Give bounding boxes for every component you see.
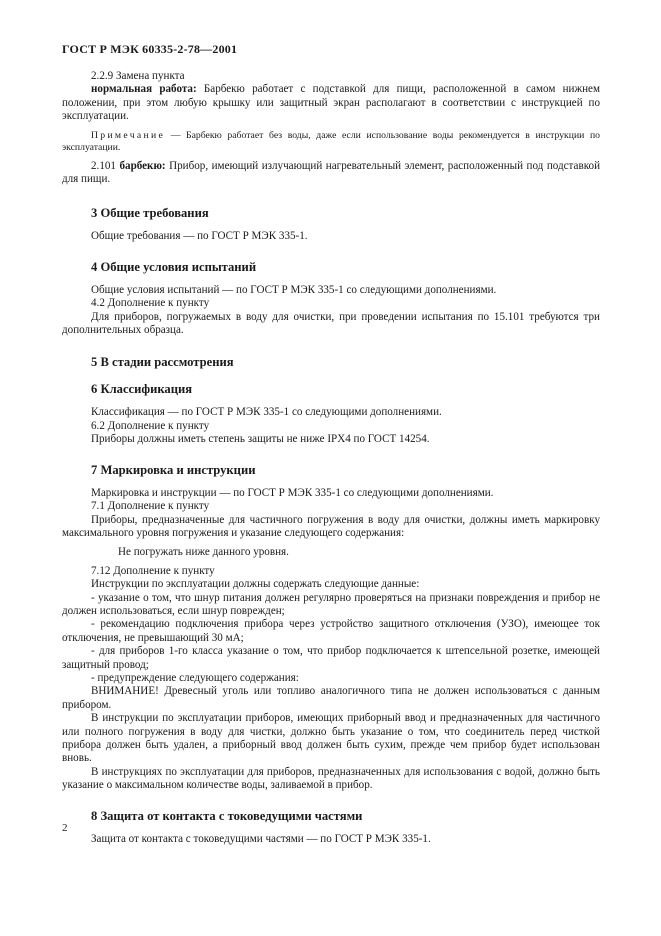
section-6-para-2: 6.2 Дополнение к пункту (91, 419, 210, 432)
section-7-warning-text: Не погружать ниже данного уровня. (118, 546, 289, 559)
document-body (62, 70, 600, 846)
section-7-list-item-2: - рекомендацию подключения прибора через устройство защитного отключения (УЗО), имеющее ток отключения, не превышающий 30 мА; (62, 618, 600, 644)
section-7-para-1: Маркировка и инструкции — по ГОСТ Р МЭК 335-1 со следующими дополнениями. (91, 486, 494, 499)
section-7-para-12: В инструкции по эксплуатации приборов, имеющих приборный ввод и предназначенных для частичного или полного погружения в воду для чистки, должно быть указание о том, что соединитель перед чисткой прибора должен быть удален, а приборный ввод должен быть сухим, прежде чем прибор будет использован вновь. (62, 712, 600, 765)
section-4-para-2: 4.2 Дополнение к пункту (91, 297, 210, 310)
note-label: Примечание (91, 129, 166, 141)
clause-2-101-number: 2.101 (91, 159, 120, 172)
section-3-text: Общие требования — по ГОСТ Р МЭК 335-1. (91, 230, 308, 243)
section-6-para-1: Классификация — по ГОСТ Р МЭК 335-1 со следующими дополнениями. (91, 406, 442, 419)
definition-normal-operation: Барбекю работает с подставкой для пищи, расположенной в самом нижнем положении, при этом любую крышку или защитный экран располагают в соответствии с инструкцией по эксплуатации. (62, 83, 600, 123)
section-7-para-6: Инструкции по эксплуатации должны содержать следующие данные: (91, 578, 420, 591)
page-number: 2 (62, 822, 68, 834)
definition-barbecue: Прибор, имеющий излучающий нагревательный элемент, расположенный под подставкой для пищи. (62, 159, 601, 186)
note (62, 130, 600, 154)
section-7-list-item-4: - предупреждение следующего содержания: (91, 671, 299, 684)
section-6-title: 6 Классификация (91, 382, 193, 397)
section-5-title: 5 В стадии рассмотрения (91, 355, 234, 370)
document-header: ГОСТ Р МЭК 60335-2-78—2001 (62, 42, 238, 56)
section-7-caution: ВНИМАНИЕ! Древесный уголь или топливо аналогичного типа не должен использоваться с данным прибором. (62, 685, 600, 711)
section-8-text: Защита от контакта с токоведущими частями — по ГОСТ Р МЭК 335-1. (91, 832, 431, 845)
section-3-title: 3 Общие требования (91, 206, 209, 221)
section-7-list-item-1: - указание о том, что шнур питания должен регулярно проверяться на признаки повреждения и прибор не должен использоваться, если шнур поврежден; (62, 591, 600, 617)
term-barbecue: барбекю: (119, 159, 166, 172)
term-normal-operation: нормальная работа: (91, 83, 197, 96)
section-6-para-3: Приборы должны иметь степень защиты не ниже IPX4 по ГОСТ 14254. (91, 433, 430, 446)
section-7-para-5: 7.12 Дополнение к пункту (91, 564, 215, 577)
clause-2-2-9-heading: 2.2.9 Замена пункта (91, 70, 185, 82)
section-7-para-3: Приборы, предназначенные для частичного погружения в воду для очистки, должны иметь маркировку максимального уровня погружения и указание следующего содержания: (62, 513, 600, 539)
section-8-title: 8 Защита от контакта с токоведущими частями (91, 808, 363, 823)
section-4-title: 4 Общие условия испытаний (91, 259, 257, 274)
clause-2-101 (62, 160, 600, 187)
section-4-para-1: Общие условия испытаний — по ГОСТ Р МЭК 335-1 со следующими дополнениями. (91, 283, 497, 296)
section-7-list-item-3: - для приборов 1-го класса указание о том, что прибор подключается к штепсельной розетке, имеющей защитный провод; (62, 645, 600, 671)
section-7-para-13: В инструкциях по эксплуатации для приборов, предназначенных для использования с водой, должно быть указание о максимальном количестве воды, заливаемой в прибор. (62, 765, 600, 792)
section-7-title: 7 Маркировка и инструкции (91, 462, 256, 477)
section-7-para-2: 7.1 Дополнение к пункту (91, 500, 210, 513)
section-4-para-3: Для приборов, погружаемых в воду для очистки, при проведении испытания по 15.101 требуются три дополнительных образца. (62, 310, 600, 337)
note-text: — Барбекю работает без воды, даже если использование воды рекомендуется в инструкции по эксплуатации. (62, 129, 600, 153)
clause-2-2-9-text (62, 83, 600, 123)
